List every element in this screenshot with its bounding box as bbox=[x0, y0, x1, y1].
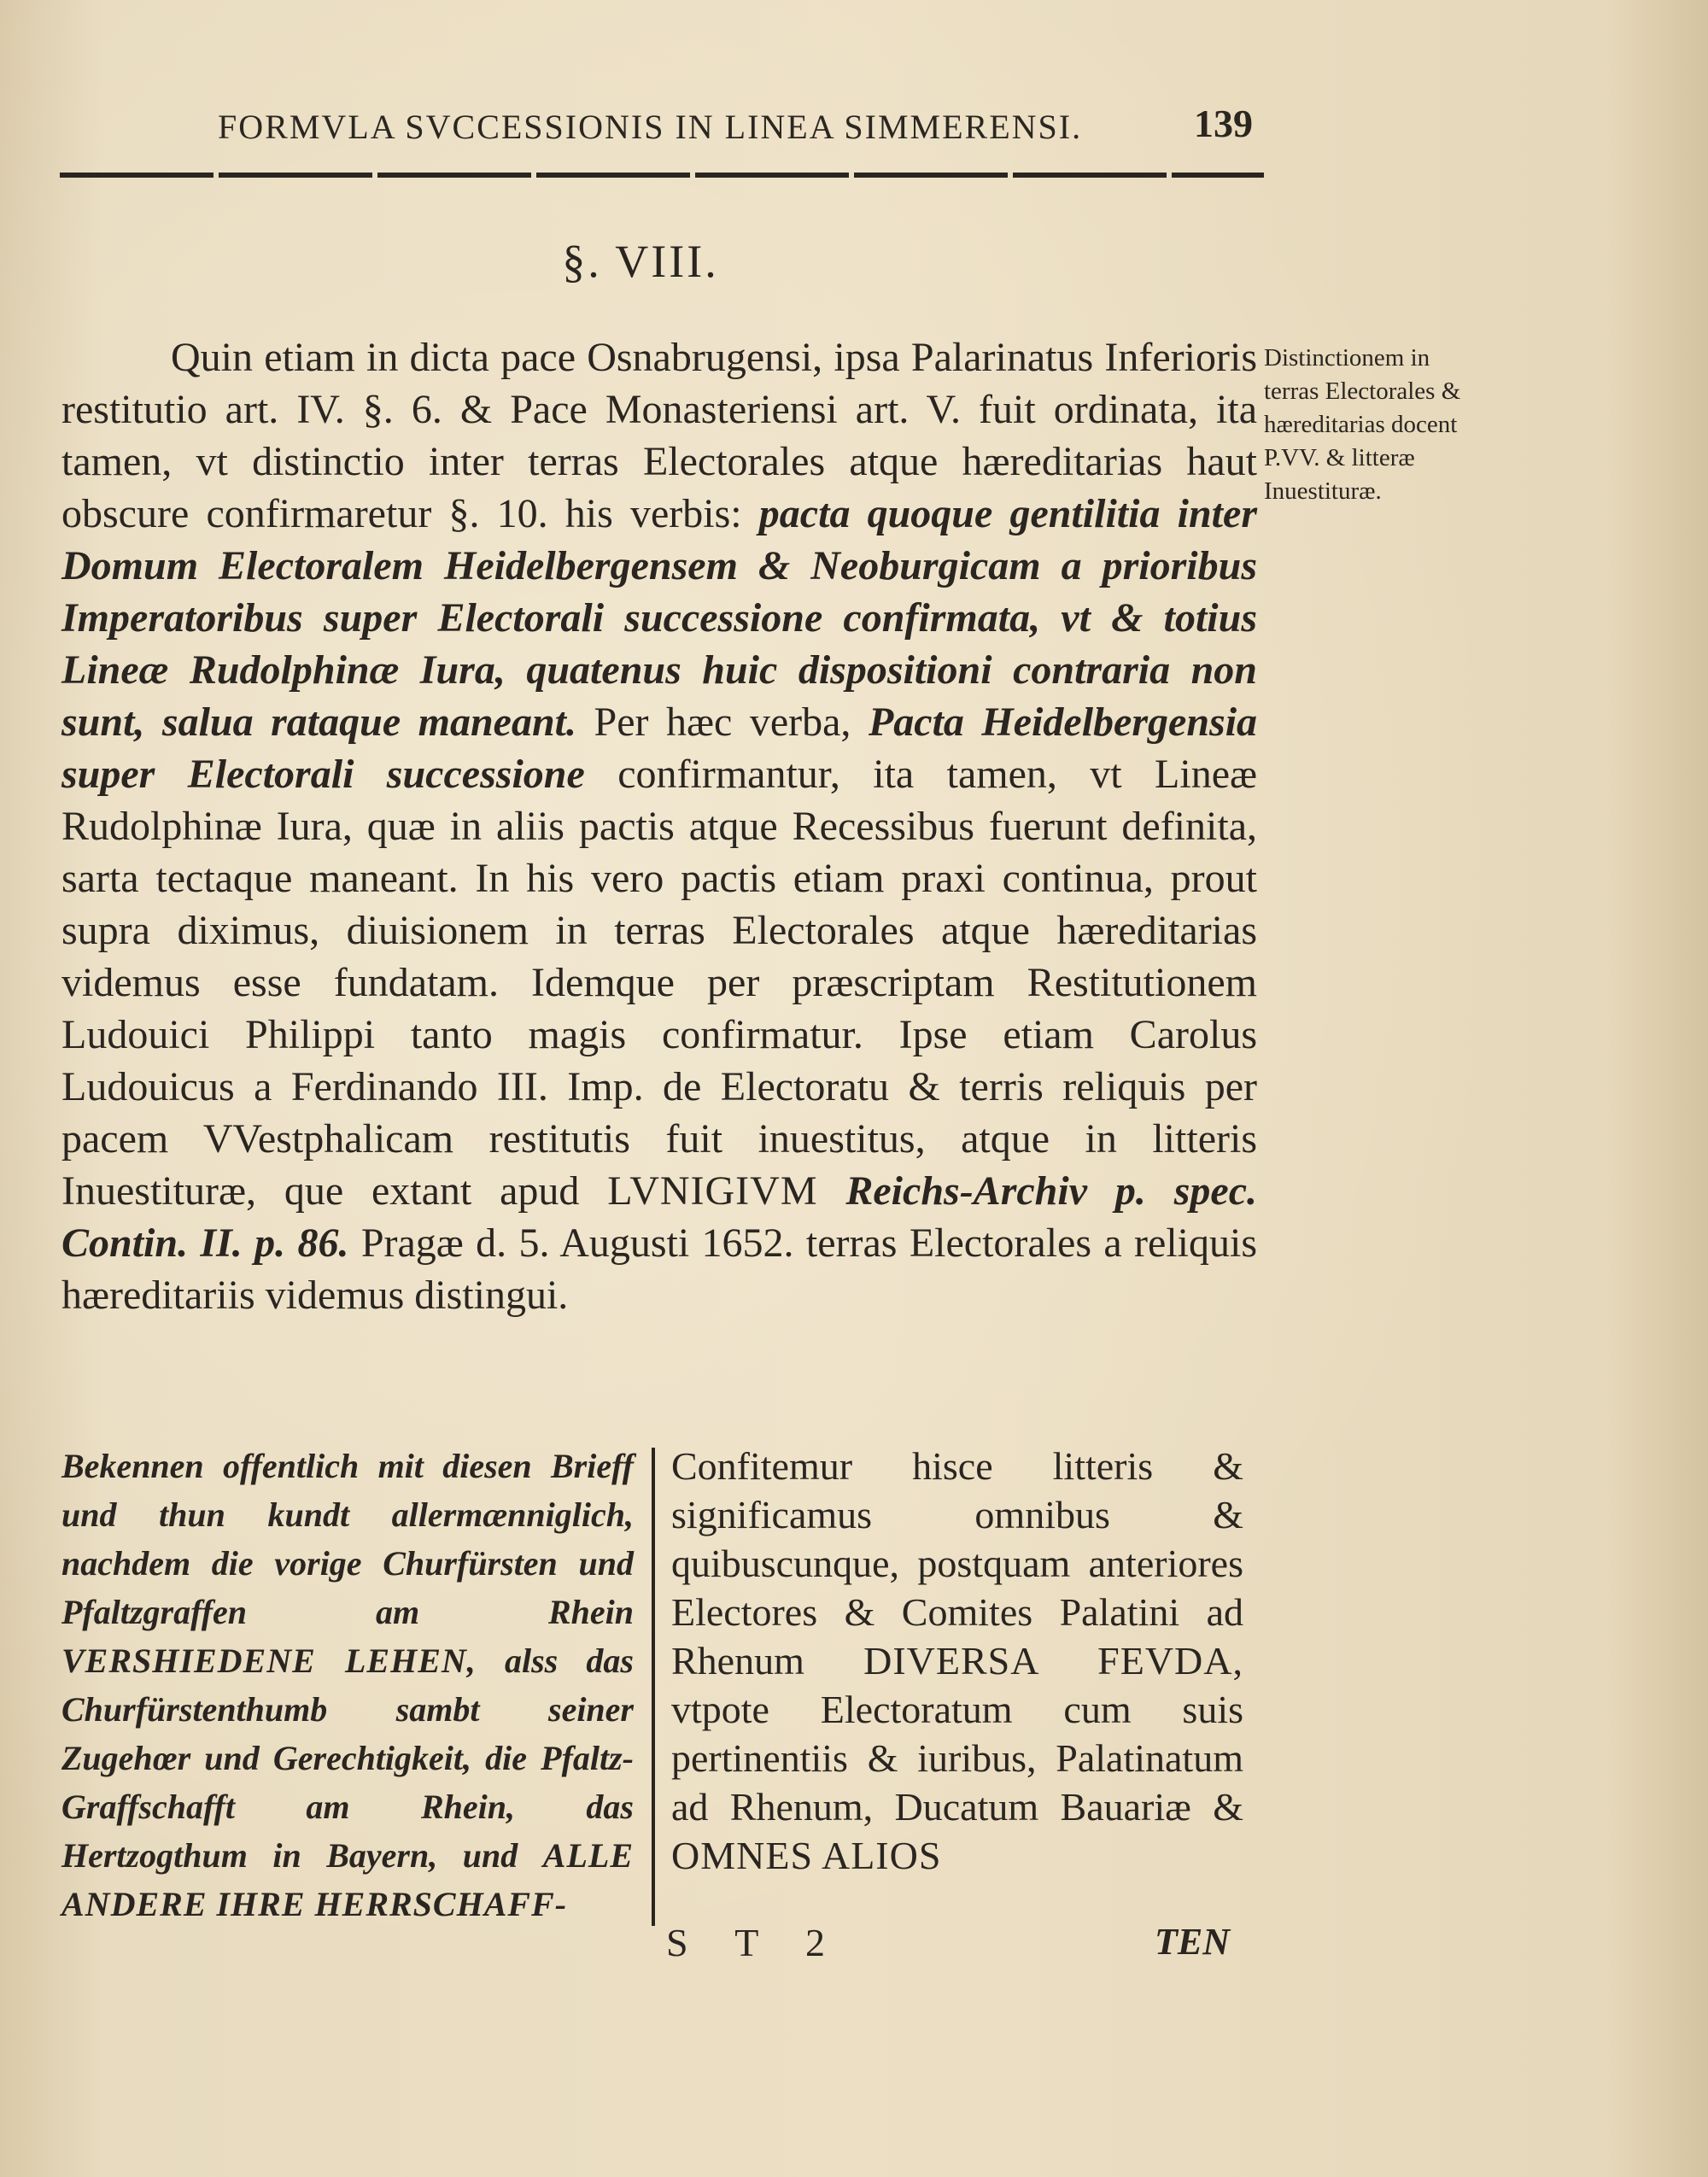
work-reference: Reichs-Archiv p. spec. Contin. II. p. 86. bbox=[61, 1168, 1258, 1266]
author-citation: LVNIGIVM bbox=[607, 1168, 818, 1214]
main-text-part-1: Quin etiam in dicta pace Osnabrugensi, ipsa Palarinatus Inferioris restitutio art. IV. §. 6. & Pace Monasteriensi art. V. fuit ordinata, ita tamen, vt distinctio inter terras Electorales atque hæreditarias haut obscure confirmaretur §. 10. his verbis: bbox=[61, 335, 1257, 536]
main-text-part-2: Per hæc verba, bbox=[594, 699, 851, 745]
german-column bbox=[61, 1442, 634, 1928]
german-text-part-2: alss das Churfürstenthumb sambt seiner Zugehœr und Gerechtigkeit, die Pfaltz-Graffschafft am Rhein, das Hertzogthum in Bayern, und bbox=[61, 1642, 634, 1875]
latin-caps-1: DIVERSA FEVDA, bbox=[863, 1639, 1243, 1682]
section-heading: §. VIII. bbox=[562, 236, 719, 287]
running-title: FORMVLA SVCCESSIONIS IN LINEA SIMMERENSI. bbox=[218, 108, 1083, 146]
column-divider bbox=[652, 1448, 655, 1926]
page-number: 139 bbox=[1194, 102, 1253, 145]
latin-text-part-1: Confitemur hisce litteris & significamus omnibus & quibuscunque, postquam anteriores Electores & Comites Palatini ad Rhenum bbox=[671, 1444, 1243, 1682]
german-text-part-1: Bekennen offentlich mit diesen Brieff und thun kundt allermænniglich, nachdem die vorige Churfürsten und Pfaltzgraffen am Rhein bbox=[61, 1447, 634, 1631]
catchword: TEN bbox=[1155, 1921, 1230, 1963]
latin-text-part-2: vtpote Electoratum cum suis pertinentiis & iuribus, Palatinatum ad Rhenum, Ducatum Bauariæ & bbox=[671, 1688, 1243, 1829]
signature-mark: S T 2 bbox=[666, 1921, 845, 1964]
latin-column bbox=[671, 1442, 1243, 1880]
main-text-part-4: Pragæ d. 5. Augusti 1652. terras Electorales a reliquis hæreditariis videmus distingui. bbox=[61, 1220, 1258, 1318]
main-quote-1: pacta quoque gentilitia inter Domum Electoralem Heidelbergensem & Neoburgicam a prioribus Imperatoribus super Electorali successione confirmata, vt & totius Lineæ Rudolphinæ Iura, quatenus huic dispositioni contraria non sunt, salua rataque maneant. bbox=[61, 491, 1258, 745]
main-text-part-3: confirmantur, ita tamen, vt Lineæ Rudolphinæ Iura, quæ in aliis pactis atque Recessibus fuerunt definita, sarta tectaque maneant. In his vero pactis etiam praxi continua, prout supra diximus, diuisionem in terras Electorales atque hæreditarias videmus esse fundatam. Idemque per præscriptam Restitutionem Ludouici Philippi tanto magis confirmatur. Ipse etiam Carolus Ludouicus a Ferdinando III. Imp. de Electoratu & terris reliquis per pacem VVestphalicam restitutis fuit inuestitus, atque in litteris Inuestituræ, que extant apud bbox=[61, 752, 1258, 1214]
main-paragraph bbox=[61, 331, 1257, 1321]
main-quote-2: Pacta Heidelbergensia super Electorali successione bbox=[61, 699, 1258, 797]
german-caps-1: VERSHIEDENE LEHEN, bbox=[61, 1642, 477, 1680]
marginal-note: Distinctionem in terras Electorales & hæreditarias docent P.VV. & litteræ Inuestituræ. bbox=[1264, 344, 1461, 505]
latin-caps-2: OMNES ALIOS bbox=[671, 1834, 942, 1877]
german-caps-2: ALLE ANDERE IHRE HERRSCHAFF- bbox=[61, 1836, 635, 1923]
header-rule bbox=[60, 173, 1264, 178]
